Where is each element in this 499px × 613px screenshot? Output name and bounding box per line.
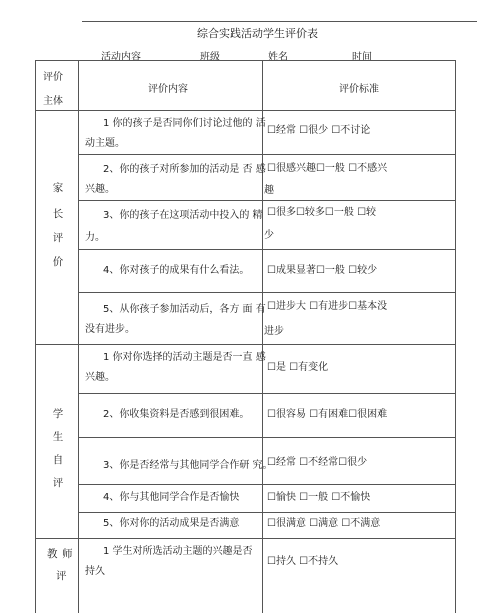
question-line1: 3、你是否经常与其他同学合作研 究。 [103,460,273,471]
group-parent-char: 评 [52,232,64,244]
question-line1: 4、你对孩子的成果有什么看法。 [103,265,250,276]
top-rule [82,21,477,22]
group-student-char: 生 [52,431,64,443]
criteria-options: ☐很多☐较多☐一般 ☐较 [267,207,377,218]
question-line1: 3、你的孩子在这项活动中投入的 精 [103,210,263,221]
question-line2: 兴趣。 [85,372,115,383]
question-line1: 4、你与其他同学合作是否愉快 [103,492,240,503]
question-line1: 1 你的孩子是否同你们讨论过他的 活 [103,118,266,129]
class-label: 班级 [200,52,220,63]
group-teacher-char: 评 [56,570,67,582]
question-line1: 1 学生对所选活动主题的兴趣是否 [103,546,253,557]
criteria-options: ☐很容易 ☐有困难☐很困难 [267,409,388,420]
question-line1: 2、你的孩子对所参加的活动是 否 感 [103,164,266,175]
criteria-options-cont: 趣 [264,185,274,196]
header-subject-line2: 主体 [43,96,63,107]
group-teacher-char: 教 [47,548,58,560]
criteria-options: ☐成果显著☐一般 ☐较少 [267,265,378,276]
group-student-char: 评 [52,477,64,489]
criteria-options-cont: 进步 [264,326,284,337]
question-line2: 兴趣。 [85,184,115,195]
question-line2: 动主题。 [85,138,125,149]
question-line1: 5、从你孩子参加活动后，各方 面 有 [103,304,266,315]
header-criteria: 评价标准 [339,84,379,95]
criteria-options: ☐经常 ☐很少 ☐不讨论 [267,125,371,136]
criteria-options: ☐进步大 ☐有进步☐基本没 [267,301,388,312]
question-line1: 2、你收集资料是否感到很困难。 [103,409,250,420]
question-line2: 力。 [85,232,105,243]
criteria-options: ☐很感兴趣☐一般 ☐不感兴 [267,163,388,174]
criteria-options: ☐愉快 ☐一般 ☐不愉快 [267,492,371,503]
criteria-options: ☐很满意 ☐满意 ☐不满意 [267,518,381,529]
group-student-char: 学 [52,408,64,420]
name-label: 姓名 [268,52,288,63]
header-subject-line1: 评价 [43,72,63,83]
group-teacher-char: 师 [62,548,73,560]
question-line1: 1 你对你选择的活动主题是否一直 感 [103,352,266,363]
criteria-options: ☐是 ☐有变化 [267,362,329,373]
question-line2: 没有进步。 [85,324,135,335]
criteria-options-cont: 少 [264,230,274,241]
group-parent-char: 长 [52,208,64,220]
question-line1: 5、你对你的活动成果是否满意 [103,518,240,529]
group-student-char: 自 [52,454,64,466]
criteria-options: ☐经常 ☐不经常☐很少 [267,457,368,468]
page-title: 综合实践活动学生评价表 [197,27,318,40]
time-label: 时间 [352,52,372,63]
activity-label: 活动内容 [101,52,141,63]
criteria-options: ☐持久 ☐不持久 [267,556,339,567]
question-line2: 持久 [85,566,105,577]
group-parent-char: 家 [52,182,64,194]
header-content: 评价内容 [148,84,188,95]
group-parent-char: 价 [52,256,64,268]
